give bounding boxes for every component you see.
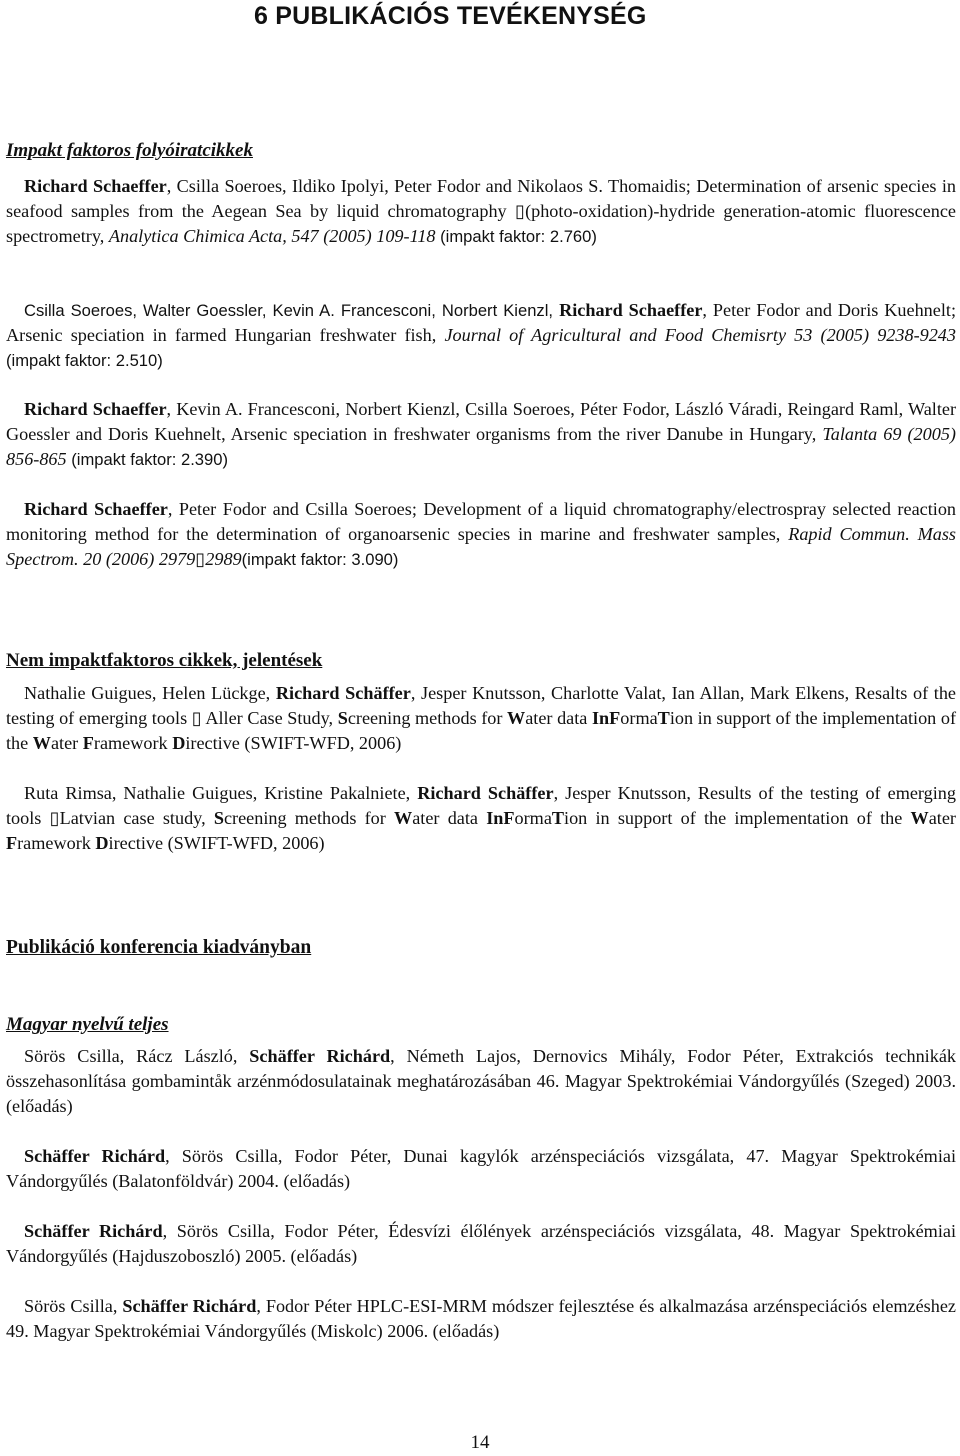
entry-text: , Jesper Knutsson, Results of the testing of emerging tools ▯Latvian case study, xyxy=(6,783,956,828)
impakt-entry-4 xyxy=(6,497,956,572)
entry-text: , Jesper Knutsson, Charlotte Valat, Ian Allan, Mark Elkens, Resalts of the testing of emerging tools ▯ Aller Case Study, xyxy=(6,683,957,728)
entry-authors-pre: Sörös Csilla, Rácz László, xyxy=(24,1046,250,1066)
acronym-letter: T xyxy=(657,708,670,728)
acronym-letter: T xyxy=(551,808,565,828)
entry-authors-pre: Csilla Soeroes, Walter Goessler, Kevin A. Francesconi, Norbert Kienzl, xyxy=(24,301,560,320)
entry-authors-title: , Peter Fodor and Doris Kuehnelt; Arsenic speciation in farmed Hungarian freshwater fish, xyxy=(6,300,957,345)
entry-text: irective (SWIFT-WFD, 2006) xyxy=(108,833,325,853)
highlighted-author: Schäffer Richárd xyxy=(249,1046,391,1066)
entry-text: , Fodor Péter HPLC-ESI-MRM módszer fejlesztése és alkalmazása arzénspeciációs elemzéshez 49. Magyar Spektrokémiai Vándorgyűlés (Miskolc) 2006. (előadás) xyxy=(6,1296,956,1341)
entry-text: ater data xyxy=(525,708,592,728)
acronym-letter: S xyxy=(337,708,348,728)
nem-impakt-section-heading: Nem impaktfaktoros cikkek, jelentések xyxy=(6,650,323,671)
entry-text: orma xyxy=(514,808,552,828)
acronym-letter: W xyxy=(910,808,929,828)
report-entry-1 xyxy=(6,681,956,756)
magyar-section-heading: Magyar nyelvű teljes xyxy=(6,1014,169,1035)
entry-text: ater xyxy=(50,733,83,753)
acronym-letter: InF xyxy=(591,708,621,728)
page-number: 14 xyxy=(470,1432,490,1453)
entry-text: , Sörös Csilla, Fodor Péter, Dunai kagylók arzénspeciációs vizsgálata, 47. Magyar Spektrokémiai Vándorgyűlés (Balatonföldvár) 2004. (előadás) xyxy=(6,1146,957,1191)
acronym-letter: F xyxy=(82,733,94,753)
impakt-entry-3 xyxy=(6,397,956,472)
entry-text: irective (SWIFT-WFD, 2006) xyxy=(185,733,402,753)
chapter-title: 6 PUBLIKÁCIÓS TEVÉKENYSÉG xyxy=(254,2,647,30)
acronym-letter: W xyxy=(32,733,51,753)
highlighted-author: Richard Schaeffer xyxy=(559,300,703,320)
acronym-letter: W xyxy=(507,708,526,728)
impact-factor: (impakt faktor: 2.390) xyxy=(66,450,229,469)
entry-text: ater data xyxy=(412,808,487,828)
acronym-letter: W xyxy=(394,808,413,828)
impact-factor: (impakt faktor: 2.760) xyxy=(435,227,597,246)
entry-text: creening methods for xyxy=(347,708,508,728)
acronym-letter: InF xyxy=(486,808,515,828)
highlighted-author: Richard Schaeffer xyxy=(24,176,167,196)
journal-citation: Talanta 69 (2005) 856-865 xyxy=(6,424,956,469)
entry-text: ramework xyxy=(17,833,96,853)
journal-citation: Journal of Agricultural and Food Chemisrty 53 (2005) 9238-9243 xyxy=(444,325,956,345)
entry-text: ater xyxy=(928,808,956,828)
highlighted-author: Schäffer Richárd xyxy=(24,1146,166,1166)
impakt-entry-1 xyxy=(6,174,956,249)
entry-authors-pre: Nathalie Guigues, Helen Lückge, xyxy=(24,683,276,703)
conference-entry-4 xyxy=(6,1294,956,1344)
entry-authors-pre: Ruta Rimsa, Nathalie Guigues, Kristine Pakalniete, xyxy=(24,783,418,803)
highlighted-author: Schäffer Richárd xyxy=(122,1296,257,1316)
impakt-entry-2 xyxy=(6,298,956,373)
entry-authors-title: , Csilla Soeroes, Ildiko Ipolyi, Peter Fodor and Nikolaos S. Thomaidis; Determination of arsenic species in seafood samples from the Aegean Sea by liquid chromatography ▯(photo-oxidation)-hydride generation-atomic fluorescence spectrometry, xyxy=(6,176,956,246)
conference-entry-3 xyxy=(6,1219,956,1269)
journal-citation: Analytica Chimica Acta, 547 (2005) 109-118 xyxy=(108,226,436,246)
entry-authors-title: , Peter Fodor and Csilla Soeroes; Development of a liquid chromatography/electrospray selected reaction monitoring method for the determination of organoarsenic species in marine and freshwater samples, xyxy=(6,499,957,544)
journal-citation: Rapid Commun. Mass Spectrom. 20 (2006) 2979▯2989 xyxy=(6,524,957,569)
entry-text: ion in support of the implementation of the xyxy=(6,708,957,753)
highlighted-author: Richard Schäffer xyxy=(275,683,411,703)
highlighted-author: Richard Schaeffer xyxy=(24,399,167,419)
entry-text: ramework xyxy=(93,733,173,753)
impact-factor: (impakt faktor: 2.510) xyxy=(6,351,163,370)
acronym-letter: D xyxy=(95,833,109,853)
entry-text: ion in support of the implementation of the xyxy=(564,808,911,828)
conference-entry-1 xyxy=(6,1044,956,1119)
report-entry-2 xyxy=(6,781,956,856)
highlighted-author: Richard Schäffer xyxy=(417,783,554,803)
entry-authors-pre: Sörös Csilla, xyxy=(24,1296,123,1316)
entry-text: creening methods for xyxy=(223,808,395,828)
entry-text: , Sörös Csilla, Fodor Péter, Édesvízi élőlények arzénspeciációs vizsgálata, 48. Magyar Spektrokémiai Vándorgyűlés (Hajduszoboszló) 2005. (előadás) xyxy=(6,1221,957,1266)
entry-authors-title: , Kevin A. Francesconi, Norbert Kienzl, Csilla Soeroes, Péter Fodor, László Váradi, Reingard Raml, Walter Goessler and Doris Kuehnelt, Arsenic speciation in freshwater organisms from the river Danube in Hungary, xyxy=(6,399,957,444)
entry-text: , Németh Lajos, Dernovics Mihály, Fodor Péter, Extrakciós technikák összehasonlítása gombamintåk arzénmódosulatainak meghatározásában 46. Magyar Spektrokémiai Vándorgyűlés (Szeged) 2003. (előadás) xyxy=(6,1046,956,1116)
highlighted-author: Richard Schaeffer xyxy=(24,499,168,519)
acronym-letter: D xyxy=(172,733,186,753)
konferencia-section-heading: Publikáció konferencia kiadványban xyxy=(6,937,312,958)
entry-text: orma xyxy=(620,708,658,728)
impact-factor: (impakt faktor: 3.090) xyxy=(241,550,399,569)
acronym-letter: F xyxy=(6,833,18,853)
highlighted-author: Schäffer Richárd xyxy=(24,1221,163,1241)
acronym-letter: S xyxy=(213,808,224,828)
impakt-section-heading: Impakt faktoros folyóiratcikkek xyxy=(6,140,253,161)
conference-entry-2 xyxy=(6,1144,956,1194)
